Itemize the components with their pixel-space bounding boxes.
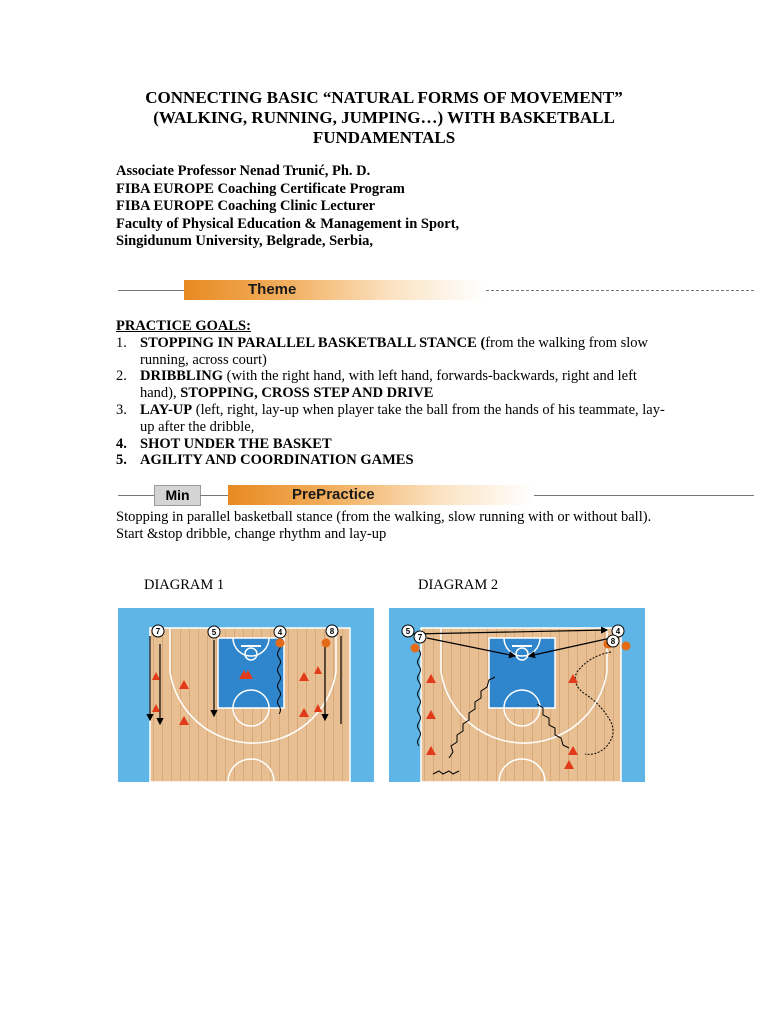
- goal-number: 2.: [116, 368, 127, 385]
- svg-text:5: 5: [405, 627, 411, 636]
- svg-text:5: 5: [211, 628, 217, 637]
- prepractice-text: [116, 509, 676, 543]
- goal-text: from the walking from slow running, across court): [140, 334, 648, 368]
- player-marker: [607, 635, 619, 647]
- player-marker: [402, 625, 414, 637]
- theme-rule-right: [486, 290, 754, 291]
- player-marker: [274, 626, 286, 638]
- practice-goals-heading: PRACTICE GOALS:: [116, 318, 251, 334]
- svg-text:7: 7: [155, 627, 161, 636]
- author-affiliation-3: Faculty of Physical Education & Management in Sport,: [116, 215, 460, 232]
- svg-text:4: 4: [277, 628, 283, 637]
- prepractice-band: [228, 485, 534, 505]
- goal-item: [116, 452, 676, 469]
- title-line-1: CONNECTING BASIC “NATURAL FORMS OF MOVEMENT”: [145, 88, 623, 107]
- practice-goals: [116, 318, 676, 469]
- goal-bold-text: SHOT UNDER THE BASKET: [140, 435, 332, 452]
- player-marker: [414, 631, 426, 643]
- diagram-2-court: [389, 608, 645, 782]
- goal-text: (with the right hand, with left hand, forwards-backwards, right and left hand),: [140, 368, 637, 402]
- author-affiliation-2: FIBA EUROPE Coaching Clinic Lecturer: [116, 198, 376, 214]
- svg-text:4: 4: [615, 627, 621, 636]
- title-line-3: FUNDAMENTALS: [312, 128, 456, 147]
- theme-band-label: Theme: [248, 281, 297, 298]
- author-affiliation-1: FIBA EUROPE Coaching Certificate Program: [116, 180, 405, 197]
- goal-item: [116, 402, 676, 436]
- goal-bold-text: AGILITY AND COORDINATION GAMES: [140, 452, 414, 469]
- author-name: Associate Professor Nenad Trunić, Ph. D.: [116, 163, 371, 179]
- ball-icon: [411, 644, 420, 653]
- prepractice-band-label: PrePractice: [292, 486, 375, 503]
- goal-bold-text-2: STOPPING, CROSS STEP AND DRIVE: [180, 385, 434, 402]
- prepractice-text-line-1: Stopping in parallel basketball stance (from the walking, slow running with or without ball).: [116, 509, 652, 525]
- min-label: Min: [165, 487, 190, 503]
- goal-text: (left, right, lay-up when player take the ball from the hands of his teammate, lay-up after the dribble,: [140, 401, 665, 435]
- goal-bold-text: LAY-UP: [140, 401, 193, 418]
- svg-text:7: 7: [417, 633, 423, 642]
- title-line-2: (WALKING, RUNNING, JUMPING…) WITH BASKETBALL: [153, 108, 615, 127]
- svg-text:8: 8: [610, 637, 616, 646]
- theme-band: [184, 280, 484, 300]
- prepractice-rule-mid: [200, 495, 228, 496]
- ball-icon: [322, 639, 331, 648]
- author-block: [116, 163, 459, 251]
- author-affiliation-4: Singidunum University, Belgrade, Serbia,: [116, 233, 374, 249]
- goal-item: [116, 335, 676, 369]
- player-marker: [326, 625, 338, 637]
- player-marker: [152, 625, 164, 637]
- goal-number: 3.: [116, 401, 127, 418]
- prepractice-rule-right: [534, 495, 754, 496]
- prepractice-rule-left: [118, 495, 154, 496]
- goal-number: 4.: [116, 435, 127, 452]
- svg-text:8: 8: [329, 627, 335, 636]
- goal-number: 5.: [116, 452, 127, 469]
- diagram-1-court: [118, 608, 374, 782]
- goal-number: 1.: [116, 334, 127, 351]
- ball-icon: [622, 642, 631, 651]
- ball-icon: [276, 639, 285, 648]
- diagram-2-label: DIAGRAM 2: [418, 577, 499, 593]
- diagram-1-label: DIAGRAM 1: [144, 577, 225, 593]
- goal-bold-text: STOPPING IN PARALLEL BASKETBALL STANCE (: [140, 334, 486, 351]
- goal-bold-text: DRIBBLING: [140, 368, 223, 385]
- goal-item: [116, 436, 676, 453]
- goal-item: [116, 368, 676, 402]
- player-marker: [208, 626, 220, 638]
- min-label-box: [154, 485, 201, 506]
- document-title: [100, 88, 668, 148]
- theme-rule-left: [118, 290, 184, 291]
- prepractice-text-line-2: Start &stop dribble, change rhythm and lay-up: [116, 525, 387, 542]
